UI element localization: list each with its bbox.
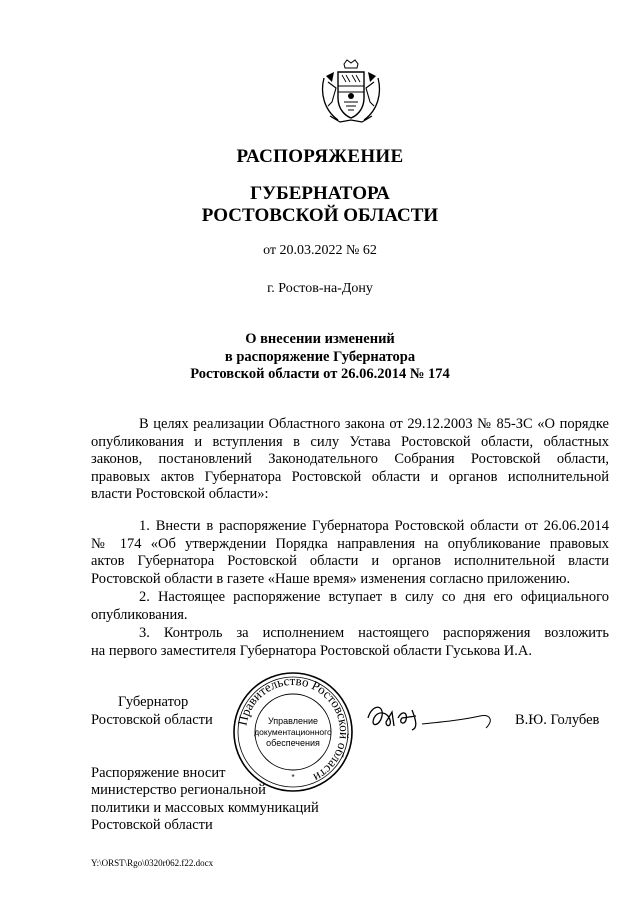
signer-position-line2: Ростовской области <box>91 712 213 728</box>
date-number: от 20.03.2022 № 62 <box>263 243 377 258</box>
official-stamp <box>231 670 355 794</box>
city: г. Ростов-на-Дону <box>267 281 373 296</box>
coat-of-arms-emblem <box>316 58 386 128</box>
svg-text:*: * <box>291 773 295 782</box>
file-path-footer: Y:\ORST\Rgo\0320r062.f22.docx <box>91 858 214 868</box>
title-line1: О внесении изменений <box>245 331 395 347</box>
item-3-paragraph <box>91 625 609 660</box>
authority-heading-line2: РОСТОВСКОЙ ОБЛАСТИ <box>201 205 439 226</box>
item-line: 1. Внести в распоряжение Губернатора Ростовской области от 26.06.2014 <box>139 518 609 534</box>
handwritten-signature <box>362 698 502 740</box>
item-line: актов Губернатора Ростовской области и органов исполнительной власти <box>91 553 609 570</box>
stamp-outer-text: Правительство Ростовской области <box>234 672 353 786</box>
preamble-line: опубликования и вступления в силу Устава Ростовской области, областных <box>91 433 609 450</box>
item-line: Ростовской области в газете «Наше время» изменения согласно приложению. <box>91 570 571 587</box>
submitter-line2: министерство региональной <box>91 782 266 798</box>
item-line: на первого заместителя Губернатора Ростовской области Гуськова И.А. <box>91 642 532 659</box>
authority-heading-line1: ГУБЕРНАТОРА <box>250 183 390 204</box>
stamp-inner-line2: документационного <box>254 727 332 737</box>
preamble-line: правовых актов Губернатора Ростовской области и органов исполнительной <box>91 468 609 485</box>
document-type-heading: РАСПОРЯЖЕНИЕ <box>236 146 404 167</box>
title-line2: в распоряжение Губернатора <box>224 349 416 365</box>
preamble-paragraph <box>91 416 609 504</box>
preamble-line: В целях реализации Областного закона от 29.12.2003 № 85-ЗС «О порядке <box>139 416 609 432</box>
item-line: № 174 «Об утверждении Порядка направления на опубликование правовых <box>91 535 609 552</box>
title-line3: Ростовской области от 26.06.2014 № 174 <box>190 366 450 382</box>
item-line: опубликования. <box>91 606 188 623</box>
preamble-line: власти Ростовской области»: <box>91 486 269 503</box>
stamp-inner-line1: Управление <box>267 716 319 726</box>
preamble-line: законов, постановлений Законодательного Собрания Ростовской области, <box>91 451 609 468</box>
signer-position-line1: Губернатор <box>118 694 189 710</box>
stamp-inner-line3: обеспечения <box>266 738 320 748</box>
submitter-line4: Ростовской области <box>91 817 213 833</box>
submitter-line1: Распоряжение вносит <box>91 765 226 781</box>
item-2-paragraph <box>91 589 609 624</box>
submitter-line3: политики и массовых коммуникаций <box>91 800 319 816</box>
item-1-paragraph <box>91 518 609 588</box>
item-line: 3. Контроль за исполнением настоящего распоряжения возложить <box>139 625 609 641</box>
signer-name: В.Ю. Голубев <box>515 712 600 728</box>
item-line: 2. Настоящее распоряжение вступает в силу со дня его официального <box>139 589 609 605</box>
